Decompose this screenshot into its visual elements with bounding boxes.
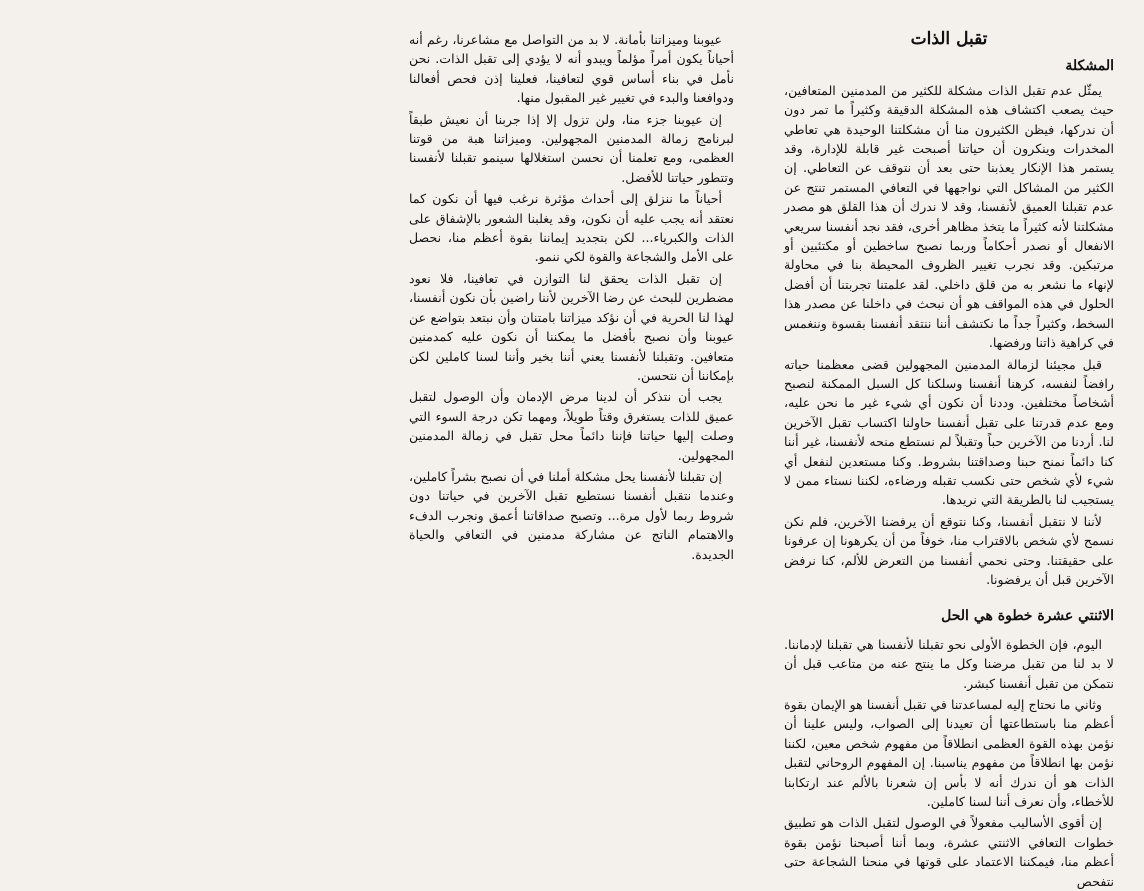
paragraph: إن عيوبنا جزء منا، ولن تزول إلا إذا جربنا أن نعيش طبقاً لبرنامج زمالة المدمنين المجهولين. وميزاتنا هبة من قوتنا العظمى، ومع تعلمنا أن نحسن استغلالها سينمو تقبلنا لأنفسنا وتتطور حياتنا للأفضل. — [409, 111, 734, 185]
paragraph: إن تقبلنا لأنفسنا يحل مشكلة أملنا في أن نصبح بشراً كاملين، وعندما نتقبل أنفسنا نستطيع تقبل الآخرين في حياتنا دون شروط ربما لأول مرة... وتصبح صداقاتنا أعمق ونجرب الدفء والاهتمام الناتج عن مشاركة مدمنين في التعافي والحياة الجديدة. — [409, 468, 734, 562]
left-page-column — [409, 30, 734, 562]
paragraph: وثاني ما نحتاج إليه لمساعدتنا في تقبل أنفسنا هو الإيمان بقوة أعظم منا باستطاعتها أن تعيدنا إلى الصواب، وليس علينا أن نؤمن بهذه القوة العظمى انطلاقاً من مفهوم شخص معين، لكننا نؤمن بها انطلاقاً من مفهوم يناسبنا. إن المفهوم الروحاني لتقبل الذات هو أن ندرك أنه لا بأس إن شعرنا بالألم عند ارتكابنا للأخطاء، وأن نعرف أننا لسنا كاملين. — [784, 697, 1114, 810]
paragraph: إن تقبل الذات يحقق لنا التوازن في تعافينا، فلا نعود مضطرين للبحث عن رضا الآخرين لأننا راضين بأن نكون أنفسنا، لهذا لنا الحرية في أن نؤكد ميزاتنا بامتنان وأن نبتعد بتواضع عن عيوبنا وأن نصبح بأفضل ما يمكننا أن نكون عليه كمدمنين متعافين. وتقبلنا لأنفسنا يعني أننا بخير وأننا لسنا كاملين لكن بإمكاننا أن نتحسن. — [409, 270, 734, 383]
paragraph: اليوم، فإن الخطوة الأولى نحو تقبلنا لأنفسنا هي تقبلنا لإدماننا. لا بد لنا من تقبل مرضنا وكل ما ينتج عنه من متاعب قبل أن نتمكن من تقبل أنفسنا كبشر. — [784, 636, 1114, 691]
section-heading-solution: الاثنتي عشرة خطوة هي الحل — [941, 608, 1114, 625]
paragraph: لأننا لا نتقبل أنفسنا، وكنا نتوقع أن يرفضنا الآخرين، فلم نكن نسمح لأي شخص بالاقتراب منا، خوفاً من أن يكرهونا إن عرفونا على حقيقتنا. وحتى نحمي أنفسنا من التعرض للألم، كنا نرفض الآخرين قبل أن يرفضونا. — [784, 513, 1114, 587]
paragraph: قبل مجيئنا لزمالة المدمنين المجهولين قضى معظمنا حياته رافضاً لنفسه، كرهنا أنفسنا وسلكنا كل السبل الممكنة لنصبح أشخاصاً مختلفين. وددنا أن نكون أي شيء غير ما نحن عليه، ومع عدم قدرتنا على تقبل أنفسنا حاولنا اكتساب تقبل الآخرين لنا. أردنا من الآخرين حباً وتقبلاً لم نستطع منحه لأنفسنا، غير أننا كنا دائماً نمنح حبنا وصداقتنا بشروط. وكنا مستعدين لنفعل أي شيء لأي شخص حتى نكسب تقبله ورضاءه، لكننا نستاء ممن لا يستجيب لنا بالطريقة التي نريدها. — [784, 356, 1114, 508]
paragraph: أحياناً ما ننزلق إلى أحداث مؤثرة نرغب فيها أن نكون كما نعتقد أنه يجب عليه أن نكون، وقد يغلبنا الشعور بالإشفاق على الذات والكبرياء... لكن بتجديد إيماننا بقوة أعظم منا، نحصل على الأمل والشجاعة والقوة لكي ننمو. — [409, 191, 734, 265]
paragraph: عيوبنا وميزاتنا بأمانة. لا بد من التواصل مع مشاعرنا، رغم أنه أحياناً يكون أمراً مؤلماً ويبدو أنه لا يؤدي إلى تقبل الذات. نحن نأمل في بناء أساس قوي لتعافينا، فعلينا إذن فحص أفعالنا ودوافعنا والبدء في تغيير غير المقبول منها. — [409, 32, 734, 106]
paragraph: إن أقوى الأساليب مفعولاً في الوصول لتقبل الذات هو تطبيق خطوات التعافي الاثنتي عشرة، وبما أننا أصبحنا نؤمن بقوة أعظم منا، فيمكننا الاعتماد على قوتها في منحنا الشجاعة حتى نتفحص — [784, 815, 1114, 889]
section-heading-problem: المشكلة — [1065, 58, 1114, 75]
paragraph: يمثّل عدم تقبل الذات مشكلة للكثير من المدمنين المتعافين، حيث يصعب اكتشاف هذه المشكلة الدقيقة وكثيراً ما تمر دون أن ندركها، فيظن الكثيرون منا أن مشكلتنا الوحيدة هي تعاطي المخدرات وينكرون أن حياتنا أصبحت غير قابلة للإدارة، وقد يستمر هذا الإنكار يعذبنا حتى بعد أن نتوقف عن التعاطي. إن الكثير من المشاكل التي نواجهها في التعافي المستمر تنتج عن عدم تقبلنا العميق لأنفسنا، وقد لا ندرك أن هذا القلق هو مصدر مشكلتنا لأنه كثيراً ما يتخذ مظاهر أخرى، فقد نجد أنفسنا سريعي الانفعال أو نصدر أحكاماً وربما نصبح ساخطين أو مكتئبين أو مرتبكين. وقد نجرب تغيير الظروف المحيطة بنا في محاولة لإنهاء ما نشعر به من قلق داخلي. لقد علمتنا تجربتنا أن أفضل الحلول في هذه المواقف هو أن نبحث في داخلنا عن مصدر هذا السخط، وكثيراً جداً ما نكتشف أننا ننتقد أنفسنا بقسوة وننغمس في كراهية ذاتنا ورفضها. — [784, 82, 1114, 351]
right-page-column — [784, 29, 1114, 889]
paragraph: يجب أن نتذكر أن لدينا مرض الإدمان وأن الوصول لتقبل عميق للذات يستغرق وقتاً طويلاً، ومهما تكن درجة السوء التي وصلت إليها حياتنا فإننا دائماً محل تقبل في زمالة المدمنين المجهولين. — [409, 389, 734, 463]
page-title: تقبل الذات — [910, 29, 988, 49]
